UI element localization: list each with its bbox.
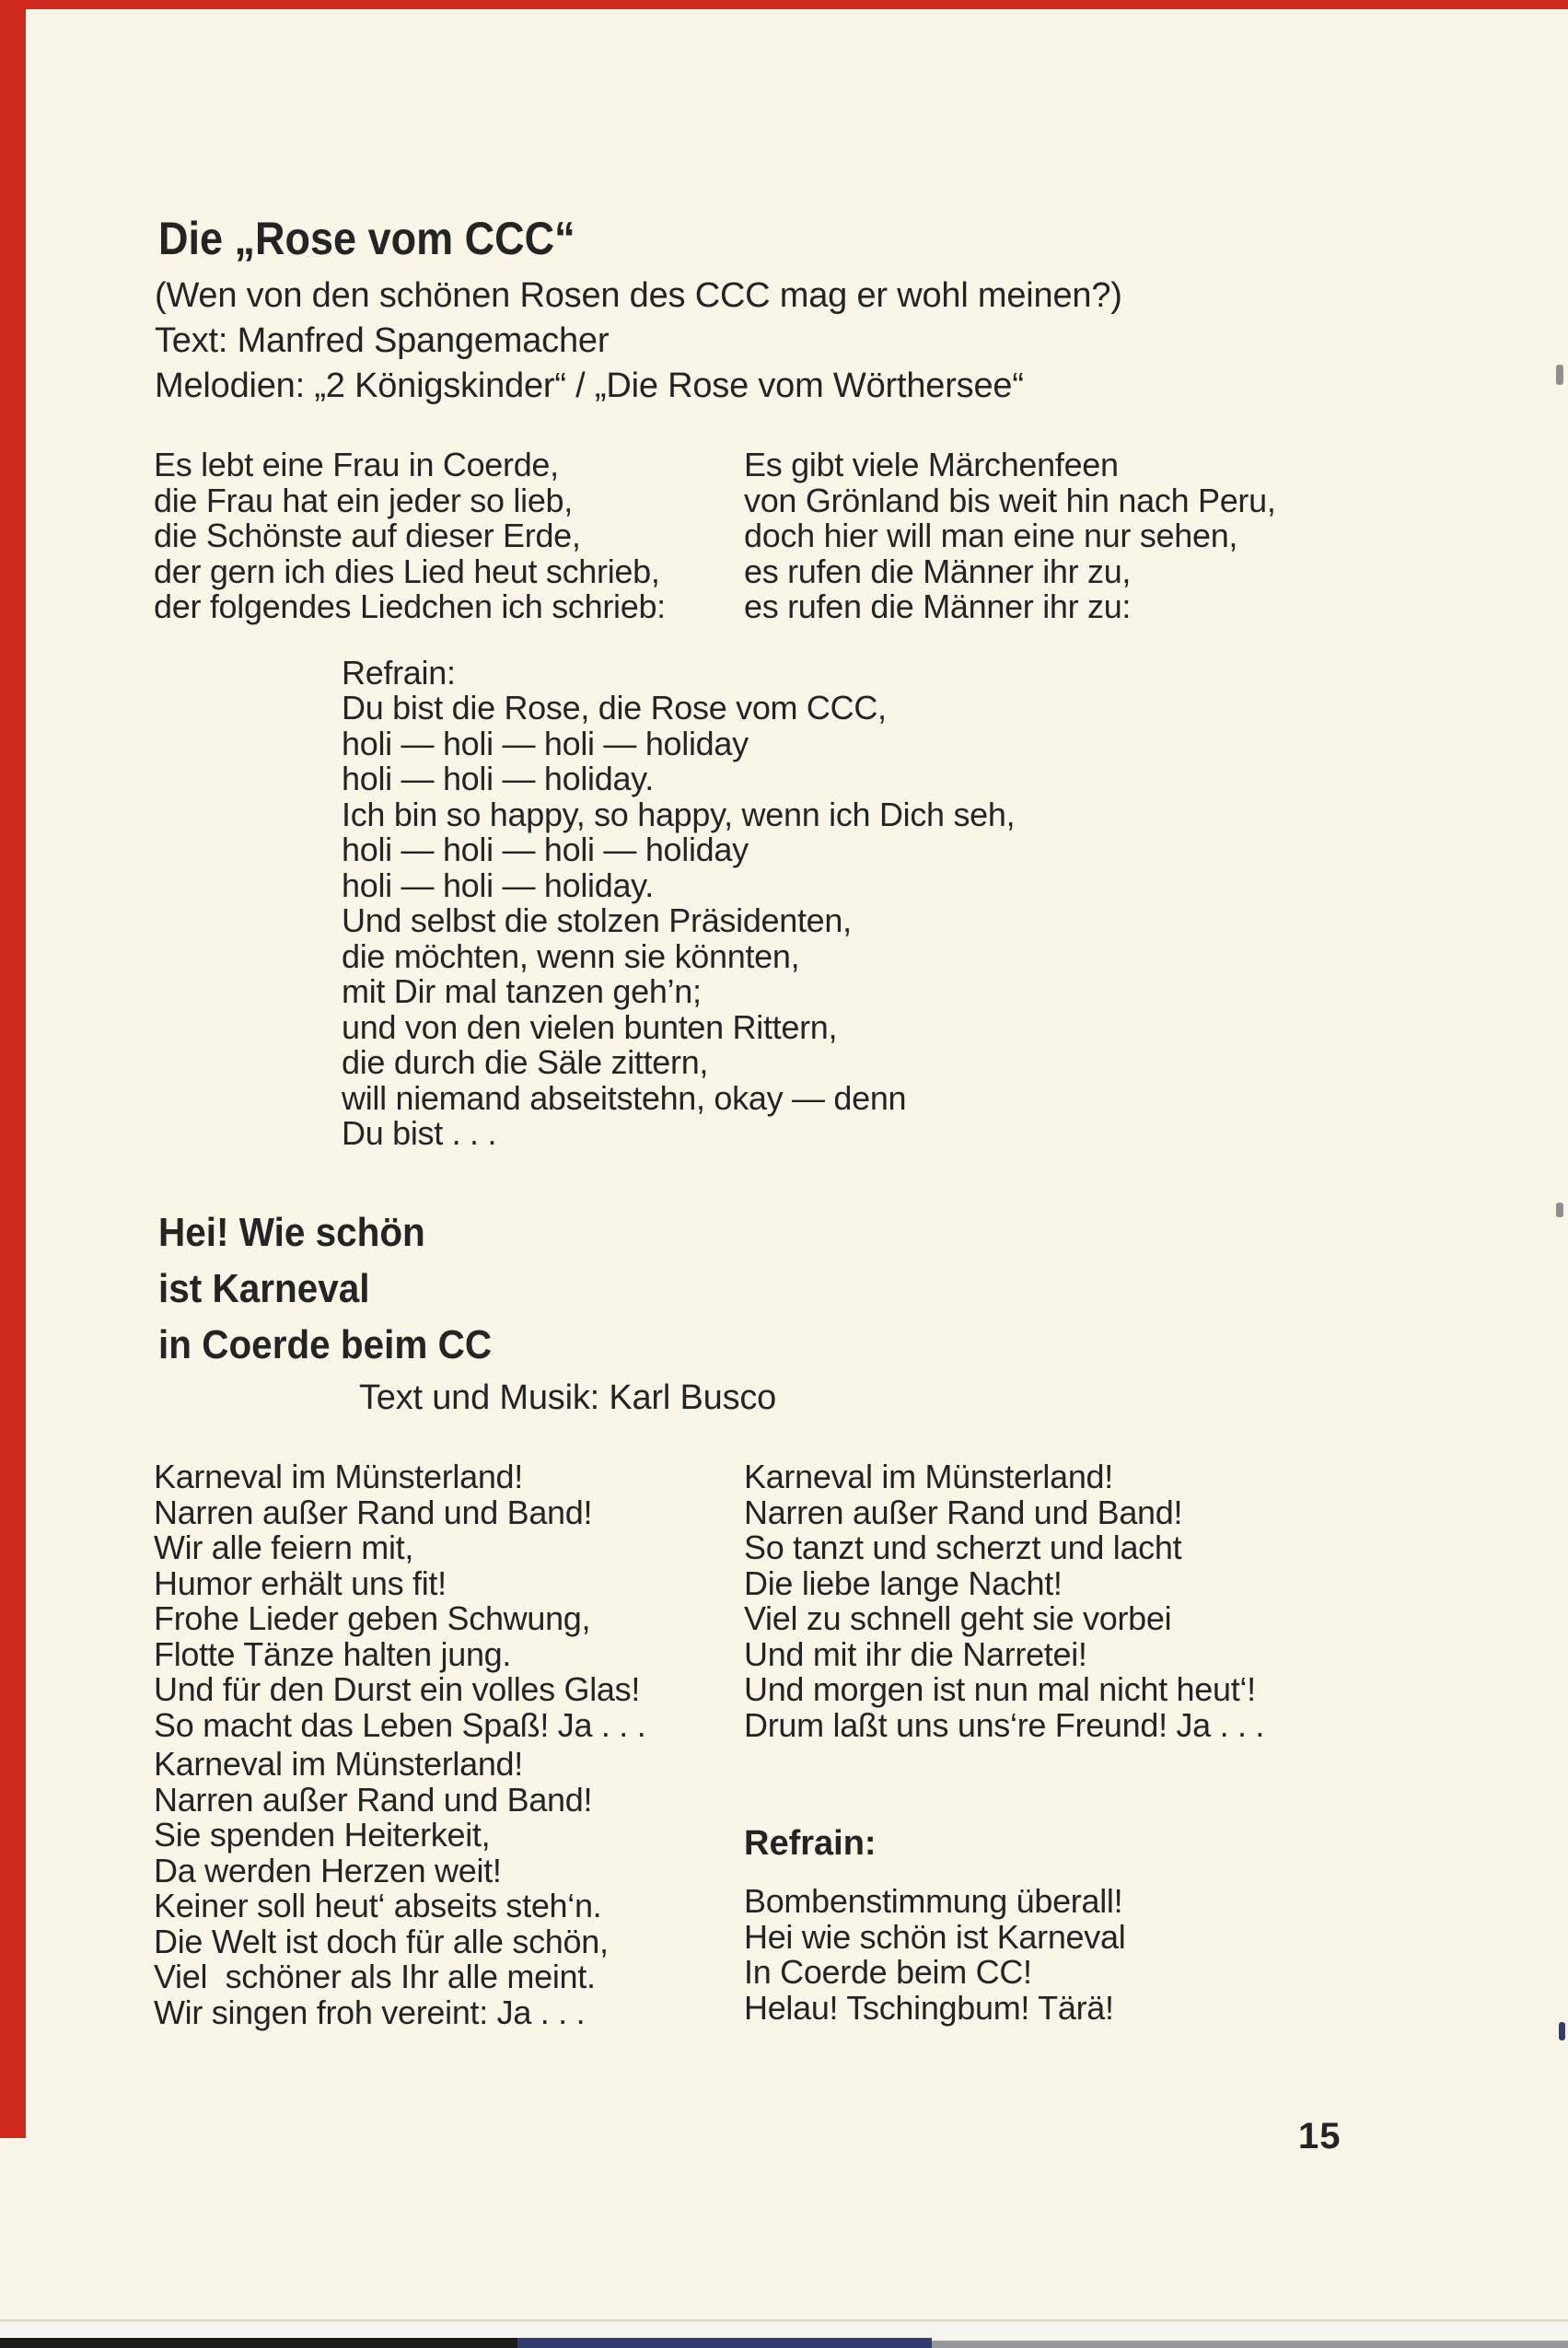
text-line: Und mit ihr die Narretei! [744, 1634, 1087, 1673]
text-line: Sie spenden Heiterkeit, [154, 1816, 491, 1854]
text-line: holi — holi — holiday. [342, 760, 654, 797]
text-line: und von den vielen bunten Rittern, [342, 1007, 838, 1046]
text-line: Hei! Wie schön [158, 1210, 425, 1255]
song1-refrain [342, 691, 1015, 1152]
song2-verse-1 [154, 1459, 645, 1743]
song1-credit-melody: Melodien: „2 Königskinder“ / „Die Rose vom Wörthersee“ [155, 366, 1024, 405]
text-line: der folgendes Liedchen ich schrieb: [154, 587, 666, 625]
song1-credit-text: Text: Manfred Spangemacher [155, 321, 610, 360]
song2-title [158, 1204, 492, 1373]
text-line: Die liebe lange Nacht! [744, 1563, 1063, 1602]
text-line: Und für den Durst ein volles Glas! [154, 1670, 641, 1708]
text-line: es rufen die Männer ihr zu: [744, 587, 1132, 625]
song2-refrain [744, 1884, 1125, 2026]
text-line: Humor erhält uns fit! [154, 1563, 447, 1602]
song1-title: Die „Rose vom CCC“ [158, 213, 575, 264]
text-line: In Coerde beim CC! [744, 1953, 1032, 1991]
text-line: So tanzt und scherzt und lacht [744, 1529, 1182, 1566]
text-line: in Coerde beim CC [158, 1322, 493, 1367]
text-line: holi — holi — holi — holiday [342, 831, 749, 868]
text-line: will niemand abseitstehn, okay — denn [342, 1078, 907, 1117]
page-number: 15 [1298, 2116, 1342, 2156]
scan-band-blue [517, 2338, 932, 2348]
text-line: die durch die Säle zittern, [342, 1043, 709, 1081]
text-line: Karneval im Münsterland! [154, 1745, 523, 1783]
song1-subtitle: (Wen von den schönen Rosen des CCC mag er wohl meinen?) [155, 276, 1122, 315]
text-line: die möchten, wenn sie könnten, [342, 936, 800, 975]
song1-refrain-label: Refrain: [342, 654, 456, 692]
text-line: Viel schöner als Ihr alle meint. [154, 1958, 596, 1995]
text-line: Und selbst die stolzen Präsidenten, [342, 901, 852, 939]
song2-refrain-label: Refrain: [744, 1824, 877, 1863]
text-line: der gern ich dies Lied heut schrieb, [154, 552, 660, 590]
text-line: Du bist . . . [342, 1114, 497, 1152]
text-line: Narren außer Rand und Band! [744, 1493, 1183, 1531]
text-line: Karneval im Münsterland! [154, 1458, 523, 1495]
scan-edge-top [0, 0, 1568, 9]
text-line: Und morgen ist nun mal nicht heut‘! [744, 1670, 1256, 1708]
text-line: Helau! Tschingbum! Tärä! [744, 1988, 1114, 2027]
text-line: Du bist die Rose, die Rose vom CCC, [342, 689, 887, 726]
text-line: Wir singen froh vereint: Ja . . . [154, 1993, 586, 2031]
song2-verse-2 [744, 1459, 1264, 1743]
text-line: Karneval im Münsterland! [744, 1458, 1113, 1495]
scan-speck [1559, 2022, 1565, 2040]
song2-verse-3 [154, 1747, 609, 2030]
text-line: Drum laßt uns uns‘re Freund! Ja . . . [744, 1705, 1265, 1744]
text-line: die Frau hat ein jeder so lieb, [154, 481, 573, 519]
text-line: Bombenstimmung überall! [744, 1882, 1123, 1920]
text-line: holi — holi — holi — holiday [342, 724, 749, 762]
text-line: Narren außer Rand und Band! [154, 1493, 593, 1531]
scan-band-gray [932, 2341, 1568, 2348]
text-line: ist Karneval [158, 1266, 370, 1311]
text-line: holi — holi — holiday. [342, 866, 654, 904]
text-line: Wir alle feiern mit, [154, 1529, 414, 1566]
text-line: Narren außer Rand und Band! [154, 1780, 593, 1819]
scan-edge-left [0, 0, 26, 2138]
text-line: Flotte Tänze halten jung. [154, 1634, 512, 1673]
scan-band-black [0, 2338, 517, 2348]
text-line: mit Dir mal tanzen geh’n; [342, 972, 702, 1010]
song1-verse-right [744, 448, 1276, 625]
song2-credit: Text und Musik: Karl Busco [359, 1378, 777, 1417]
text-line: doch hier will man eine nur sehen, [744, 517, 1238, 554]
text-line: Keiner soll heut‘ abseits steh‘n. [154, 1887, 602, 1924]
text-line: es rufen die Männer ihr zu, [744, 552, 1132, 590]
text-line: Frohe Lieder geben Schwung, [154, 1599, 591, 1637]
text-line: Ich bin so happy, so happy, wenn ich Dich seh, [342, 795, 1016, 833]
text-line: Die Welt ist doch für alle schön, [154, 1922, 609, 1960]
text-line: Viel zu schnell geht sie vorbei [744, 1599, 1172, 1637]
text-line: Es lebt eine Frau in Coerde, [154, 446, 559, 483]
scan-speck [1556, 1203, 1563, 1217]
song1-verse-left [154, 448, 666, 625]
scan-margin-strip [0, 2321, 1568, 2338]
text-line: Es gibt viele Märchenfeen [744, 446, 1119, 483]
text-line: So macht das Leben Spaß! Ja . . . [154, 1705, 646, 1744]
text-line: Da werden Herzen weit! [154, 1851, 502, 1889]
text-line: von Grönland bis weit hin nach Peru, [744, 481, 1276, 519]
text-line: die Schönste auf dieser Erde, [154, 517, 581, 554]
text-line: Hei wie schön ist Karneval [744, 1917, 1126, 1956]
scan-speck [1556, 365, 1563, 385]
